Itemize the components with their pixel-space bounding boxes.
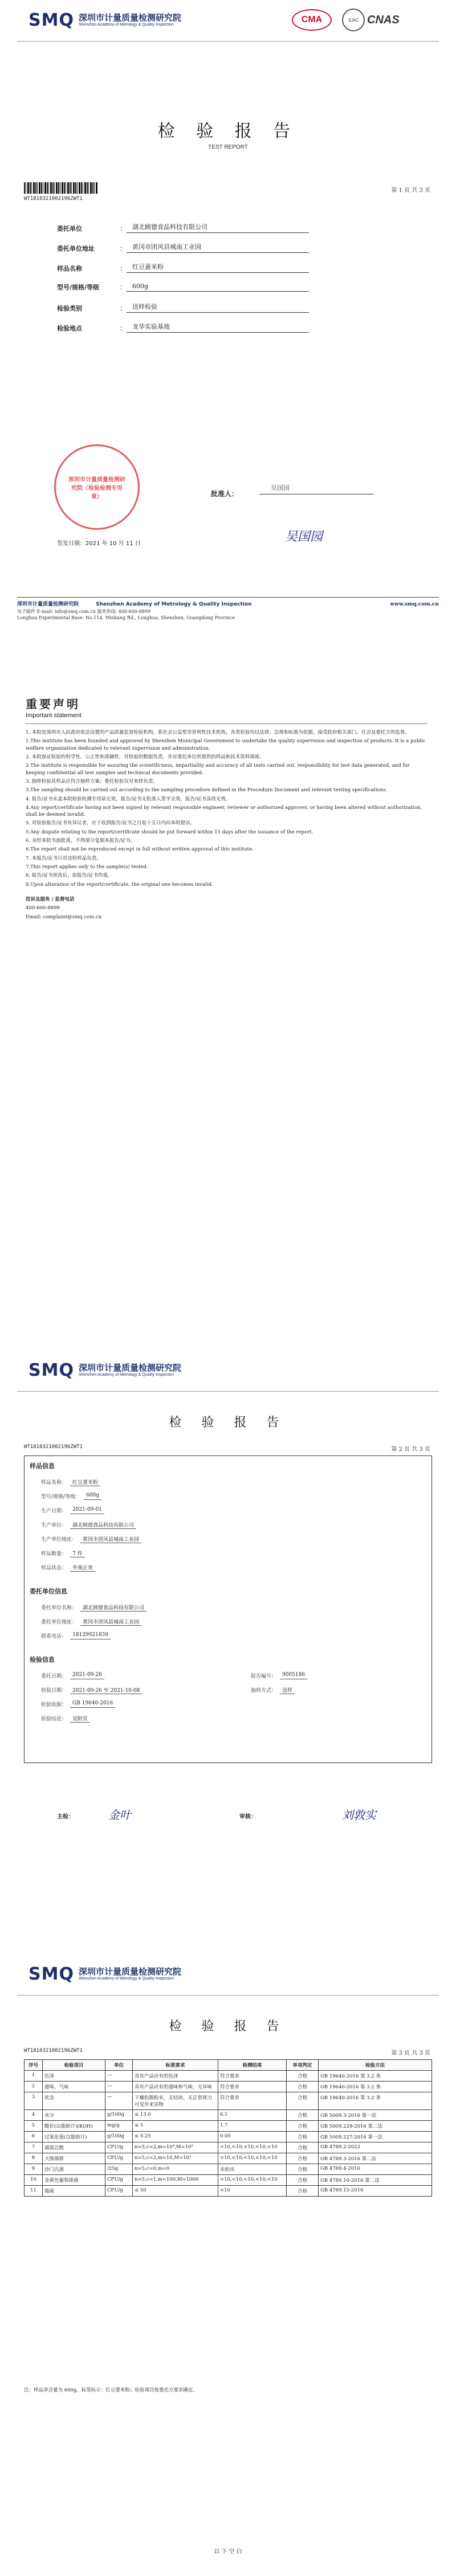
table-cell: <10 bbox=[218, 2186, 287, 2197]
smq-logo: SMQ bbox=[28, 1964, 74, 1984]
table-row bbox=[25, 2175, 432, 2186]
table-header-row: 序号 检验项目 单位 标准要求 检测结果 单项判定 检验方法 bbox=[25, 2060, 432, 2071]
table-cell: 合格 bbox=[287, 2164, 319, 2175]
table-cell: 4 bbox=[25, 2110, 43, 2121]
statement-subtitle: Important statement bbox=[26, 712, 82, 719]
table-cell: 霉菌 bbox=[43, 2186, 105, 2197]
table-cell: 1.7 bbox=[218, 2121, 287, 2132]
contact-label: 投诉及服务 / 监督电话 bbox=[26, 896, 75, 902]
table-cell: GB 19640-2016 第 3.2 条 bbox=[319, 2092, 432, 2110]
cnas-seal-icon: ILAC CNAS bbox=[342, 9, 427, 31]
kv-row: 样品状态： 外观正常 bbox=[41, 1564, 95, 1572]
table-cell: <10,<10,<10,<10,<10 bbox=[218, 2153, 287, 2164]
report-subtitle: TEST REPORT bbox=[208, 144, 248, 150]
table-cell: — bbox=[105, 2071, 133, 2082]
results-note: 注：样品净含量为 600g，标签标示：红豆薏米粉；检验项目按委托方要求确定。 bbox=[24, 2387, 198, 2393]
table-row bbox=[25, 2153, 432, 2164]
table-cell: 滋味、气味 bbox=[43, 2082, 105, 2092]
table-cell: GB 4789.3-2016 第二法 bbox=[319, 2153, 432, 2164]
table-cell: ≤ 50 bbox=[133, 2186, 218, 2197]
report-header: SMQ 深圳市计量质量检测研究院 Shenzhen Academy of Metrology & Quality Inspection bbox=[28, 1964, 181, 1984]
table-cell: 2 bbox=[25, 2082, 43, 2092]
table-cell: 合格 bbox=[287, 2092, 319, 2110]
table-row bbox=[25, 2186, 432, 2197]
smq-logo: SMQ bbox=[28, 10, 74, 30]
table-cell: 水分 bbox=[43, 2110, 105, 2121]
table-cell: 合格 bbox=[287, 2071, 319, 2082]
table-cell: 7 bbox=[25, 2142, 43, 2153]
table-cell: 色泽 bbox=[43, 2071, 105, 2082]
kv-row: 生产单位： 湖北顾德食品科技有限公司 bbox=[41, 1521, 136, 1529]
table-row bbox=[25, 2082, 432, 2092]
kv-row: 检验日期： 2021-09-26 至 2021-10-08 bbox=[41, 1686, 142, 1694]
table-cell: 状态 bbox=[43, 2092, 105, 2110]
main-inspector-signature: 金叶 bbox=[108, 1808, 131, 1822]
table-cell: 10 bbox=[25, 2175, 43, 2186]
table-row bbox=[25, 2132, 432, 2142]
report-header: SMQ 深圳市计量质量检测研究院 Shenzhen Academy of Metrology & Quality Inspection bbox=[28, 1360, 181, 1380]
table-cell: 干燥松散粉末，无结块，无正常视力可见外来异物 bbox=[133, 2092, 218, 2110]
table-cell: 符合要求 bbox=[218, 2071, 287, 2082]
table-cell: 合格 bbox=[287, 2121, 319, 2132]
approver-signature: 吴国园 bbox=[285, 530, 323, 544]
kv-row: 检验结论： 见附页 bbox=[41, 1715, 90, 1723]
table-cell: 合格 bbox=[287, 2186, 319, 2197]
table-cell: 5 bbox=[25, 2121, 43, 2132]
official-stamp: 深圳市计量质量检测研究院（检验检测专用章） bbox=[54, 444, 140, 530]
statement-body: 1. 本院是深圳市人民政府依法设置的产品质量监督检验机构，系社会公益型非营利性技术机构，各类检验均以法律、法规和标准为依据，接受政府相关部门、社会及委托方的监督。 1.This institute has been founded and approved by Shenzhen Municipal Government to undertake the quality supervision and inspection of products. It is a public welfare organization dedicated to relevant supervision and administration. 2. 本院保证检验的科学性、公正性和准确性，对检验的数据负责，并对委托单位所提供的样品和技术资料保密。 2.The institute is responsible for assuring the scientificness, impartiality and accuracy of all tests carried out, responsibility for test data generated, and for keeping confidential all test samples and technical documents provided. 3. 抽样检验其样品应符合抽样方案；委托检验仅对来样负责。 3.The sampling should be carried out according to the sampling procedure defined in the Procedure Document and relevant testing specifications. 4. 报告/证书未盖本院检验检测专用章无效，报告/证书无批准人签字无效，报告/证书涂改无效。 4.Any report/certificate having not been signed by relevant responsible engineer, reviewer or authorized approver, or having been altered without authorization, shall be deemed invalid. 5. 对检验报告/证书有异议者，应于收到报告/证书之日起十五日内向本院提出。 5.Any dispute relating to the report/certificate should be put forward within 15 days after the issuance of the report. 6. 未经本院书面批准，不得部分复制本报告/证书。 6.The report shall not be reproduced except in full without written approval of this institute. 7. 本报告/证书只对送检样品负责。 7.This report applies only to the sample(s) tested. 8. 报告/证书更改后，原报告/证书作废。 8.Upon alteration of the report/certificate, the original one becomes invalid. 投诉及服务 / 监督电话 400-600-8899 Email: complaint@smq.com.cn bbox=[26, 729, 427, 922]
table-cell: 6 bbox=[25, 2132, 43, 2142]
table-cell: GB 5009.3-2016 第一法 bbox=[319, 2110, 432, 2121]
table-cell: GB 4789.4-2016 bbox=[319, 2164, 432, 2175]
report-title: 检 验 报 告 bbox=[169, 1416, 287, 1430]
table-cell: 过氧化值(以脂肪计) bbox=[43, 2132, 105, 2142]
main-inspector-label: 主检： bbox=[57, 1814, 74, 1820]
table-cell: 符合要求 bbox=[218, 2092, 287, 2110]
table-cell: g/100g bbox=[105, 2132, 133, 2142]
kv-row: 委托单位地址： 黄冈市团风县城南工业园 bbox=[41, 1618, 141, 1626]
table-cell: 1 bbox=[25, 2071, 43, 2082]
table-cell: /25g bbox=[105, 2164, 133, 2175]
section-client-info: 委托单位信息 bbox=[30, 1588, 67, 1595]
table-cell: mg/g bbox=[105, 2121, 133, 2132]
table-row bbox=[25, 2121, 432, 2132]
table-cell: 符合要求 bbox=[218, 2082, 287, 2092]
table-cell: 合格 bbox=[287, 2110, 319, 2121]
table-cell: CFU/g bbox=[105, 2186, 133, 2197]
results-page bbox=[0, 1954, 456, 2576]
report-header bbox=[0, 0, 456, 40]
table-cell: 沙门氏菌 bbox=[43, 2164, 105, 2175]
table-cell: n=5,c=0,m=0 bbox=[133, 2164, 218, 2175]
reviewer-signature: 刘敦实 bbox=[342, 1808, 376, 1822]
kv-row: 型号/规格/等级： 600g bbox=[41, 1493, 101, 1500]
kv-row: 样品名称： 红豆薏米粉 bbox=[41, 1478, 100, 1486]
table-cell: GB 5009.229-2016 第二法 bbox=[319, 2121, 432, 2132]
table-cell: 酸价(以脂肪计)(KOH) bbox=[43, 2121, 105, 2132]
table-row bbox=[25, 2110, 432, 2121]
table-cell: GB 19640-2016 第 3.2 条 bbox=[319, 2082, 432, 2092]
page-number: 第 3 页 共 3 页 bbox=[391, 2050, 430, 2056]
page-number: 第 1 页 共 3 页 bbox=[391, 187, 430, 194]
table-cell: 合格 bbox=[287, 2132, 319, 2142]
table-row bbox=[25, 2142, 432, 2153]
section-sample-info: 样品信息 bbox=[30, 1462, 55, 1470]
table-cell: ≤ 0.25 bbox=[133, 2132, 218, 2142]
table-row bbox=[25, 2092, 432, 2110]
report-number: WT1810321002196ZWT1 bbox=[24, 196, 83, 202]
cover-footer: 深圳市计量质量检测研究院 Shenzhen Academy of Metrology & Quality Inspection www.smq.com.cn 电子邮件 E-mail: info@smq.com.cn 服务热线: 400-600-8899 Longhua Experimental Base: No.114, Minkang Rd., Longhua, Shenzhen, Guangdong Province bbox=[17, 602, 439, 620]
page-number: 第 2 页 共 3 页 bbox=[391, 1446, 430, 1453]
table-cell: <10,<10,<10,<10,<10 bbox=[218, 2142, 287, 2153]
kv-row: 抽样方式： 送样 bbox=[251, 1686, 295, 1694]
table-cell: 合格 bbox=[287, 2153, 319, 2164]
table-cell: 11 bbox=[25, 2186, 43, 2197]
reviewer-label: 审核： bbox=[239, 1814, 256, 1820]
table-cell: g/100g bbox=[105, 2110, 133, 2121]
header-divider bbox=[17, 41, 439, 42]
report-number: WT1810321002196ZWT1 bbox=[24, 2048, 83, 2054]
table-cell: — bbox=[105, 2082, 133, 2092]
table-cell: 0.05 bbox=[218, 2132, 287, 2142]
field-sample-name: 样品名称 ： 红豆薏米粉 bbox=[57, 262, 309, 273]
table-cell: n=5,c=1,m=100,M=1000 bbox=[133, 2175, 218, 2186]
field-client-address: 委托单位地址 ： 黄冈市团风县城南工业园 bbox=[57, 242, 309, 253]
table-cell: ≤ 13.0 bbox=[133, 2110, 218, 2121]
field-test-location: 检验地点 ： 龙华实验基地 bbox=[57, 322, 309, 333]
table-cell: 合格 bbox=[287, 2142, 319, 2153]
table-cell: 合格 bbox=[287, 2175, 319, 2186]
table-cell: 具有产品应有的色泽 bbox=[133, 2071, 218, 2082]
field-test-type: 检验类别 ： 送样检验 bbox=[57, 302, 309, 313]
contact-email: Email: complaint@smq.com.cn bbox=[26, 914, 102, 920]
barcode-icon bbox=[24, 182, 98, 194]
statement-title: 重要声明 bbox=[26, 697, 80, 711]
table-cell: 合格 bbox=[287, 2082, 319, 2092]
table-cell: 未检出 bbox=[218, 2164, 287, 2175]
issue-date: 签发日期：2021 年 10 月 11 日 bbox=[57, 541, 141, 547]
cma-seal-icon: CMA bbox=[292, 9, 332, 31]
table-cell: CFU/g bbox=[105, 2175, 133, 2186]
table-cell: CFU/g bbox=[105, 2153, 133, 2164]
kv-row: 检验依据： GB 19640-2016 bbox=[41, 1700, 115, 1708]
kv-row: 生产单位地址： 黄冈市团风县城南工业园 bbox=[41, 1535, 141, 1543]
table-cell: ≤ 5 bbox=[133, 2121, 218, 2132]
table-cell: 菌落总数 bbox=[43, 2142, 105, 2153]
field-client: 委托单位 ： 湖北顾德食品科技有限公司 bbox=[57, 222, 309, 233]
kv-row: 报告编号： 9005186 bbox=[251, 1672, 307, 1679]
table-cell: 9 bbox=[25, 2164, 43, 2175]
contact-phone: 400-600-8899 bbox=[26, 905, 60, 911]
website-link[interactable]: www.smq.com.cn bbox=[390, 602, 439, 607]
table-cell: GB 4789.10-2016 第二法 bbox=[319, 2175, 432, 2186]
statement-page bbox=[0, 655, 456, 1350]
table-cell: 3 bbox=[25, 2092, 43, 2110]
kv-row: 样品数量： 7 件 bbox=[41, 1549, 85, 1557]
sample-info-page bbox=[0, 1350, 456, 1954]
report-number: WT1810321002196ZWT1 bbox=[24, 1444, 83, 1450]
table-cell: GB 4789.15-2016 bbox=[319, 2186, 432, 2197]
table-cell: n=5,c=2,m=10,M=10² bbox=[133, 2153, 218, 2164]
report-title: 检 验 报 告 bbox=[157, 121, 299, 141]
kv-row: 委托日期： 2021-09-26 bbox=[41, 1672, 104, 1679]
table-cell: GB 19640-2016 第 3.2 条 bbox=[319, 2071, 432, 2082]
cover-page bbox=[0, 0, 456, 655]
table-cell: 金黄色葡萄球菌 bbox=[43, 2175, 105, 2186]
table-cell: 8 bbox=[25, 2153, 43, 2164]
approver-name: 吴国园 bbox=[259, 483, 373, 494]
field-model: 型号/规格/等级 ： 600g bbox=[57, 282, 309, 292]
smq-logo: SMQ bbox=[28, 1360, 74, 1380]
kv-row: 联系电话： 18129921839 bbox=[41, 1632, 111, 1639]
kv-row: 委托单位名称： 湖北顾德食品科技有限公司 bbox=[41, 1604, 146, 1612]
table-cell: 大肠菌群 bbox=[43, 2153, 105, 2164]
table-row bbox=[25, 2164, 432, 2175]
table-cell: GB 5009.227-2016 第一法 bbox=[319, 2132, 432, 2142]
results-table bbox=[24, 2059, 432, 2197]
table-cell: n=5,c=2,m=10⁴,M=10⁵ bbox=[133, 2142, 218, 2153]
table-cell: 具有产品应有的滋味和气味，无异味 bbox=[133, 2082, 218, 2092]
org-name: 深圳市计量质量检测研究院 Shenzhen Academy of Metrology & Quality Inspection bbox=[78, 12, 181, 27]
end-marker: 以 下 空 白 bbox=[214, 2549, 242, 2555]
table-cell: — bbox=[105, 2092, 133, 2110]
section-test-info: 检验信息 bbox=[30, 1656, 55, 1663]
table-row bbox=[25, 2071, 432, 2082]
kv-row: 生产日期： 2021-09-01 bbox=[41, 1507, 104, 1514]
approver-label: 批准人： bbox=[211, 490, 239, 498]
table-cell: GB 4789.2-2022 bbox=[319, 2142, 432, 2153]
table-cell: 6.1 bbox=[218, 2110, 287, 2121]
table-cell: <10,<10,<10,<10,<10 bbox=[218, 2175, 287, 2186]
table-cell: CFU/g bbox=[105, 2142, 133, 2153]
report-title: 检 验 报 告 bbox=[169, 2019, 287, 2034]
